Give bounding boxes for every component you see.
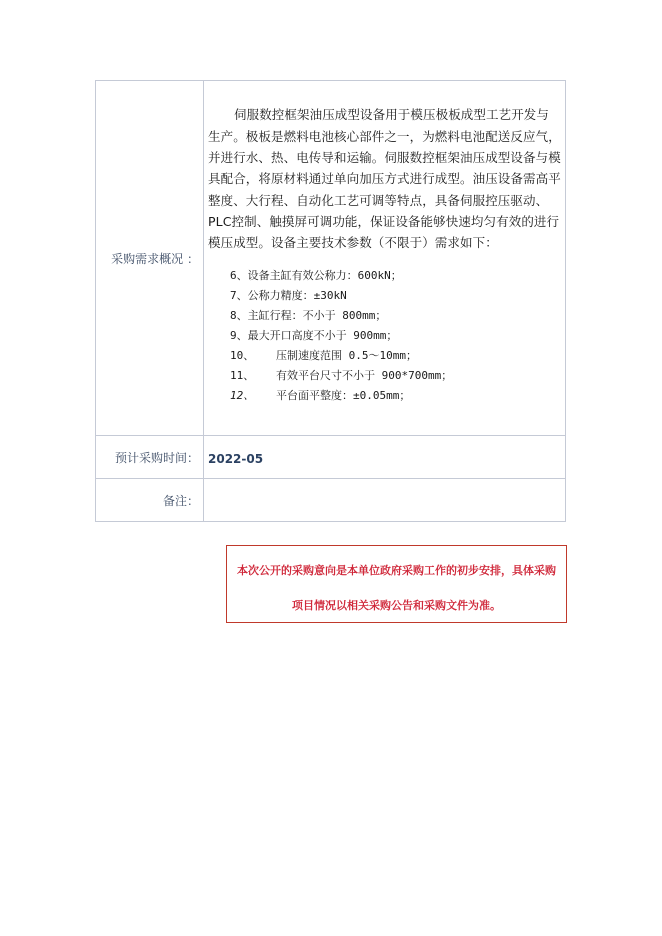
notice-line-2: 项目情况以相关采购公告和采购文件为准。 [292, 599, 501, 612]
summary-label: 采购需求概况 ： [96, 81, 204, 436]
disclaimer-notice [226, 545, 567, 623]
param-item: 10、 压制速度范围 0.5～10mm； [230, 348, 417, 362]
summary-row [96, 81, 566, 436]
param-item: 7、公称力精度：±30kN [230, 288, 347, 302]
param-item: 8、主缸行程：不小于 800mm； [230, 308, 387, 322]
procurement-time-text: 2022-05 [208, 451, 264, 466]
procurement-intent-table [95, 80, 566, 522]
param-item: 6、设备主缸有效公称力：600kN； [230, 268, 402, 282]
remark-value [204, 479, 566, 522]
remark-row [96, 479, 566, 522]
notice-line-1: 本次公开的采购意向是本单位政府采购工作的初步安排，具体采购 [237, 564, 556, 577]
summary-paragraph: 伺服数控框架油压成型设备用于模压极板成型工艺开发与生产。极板是燃料电池核心部件之一，为燃料电池配送反应气，并进行水、热、电传导和运输。伺服数控框架油压成型设备与模具配合，将原材料通过单向加压方式进行成型。油压设备需高平整度、大行程、自动化工艺可调等特点，具备伺服控压驱动、PLC控制、触摸屏可调功能，保证设备能够快速均匀有效的进行模压成型。设备主要技术参数（不限于）需求如下： [208, 107, 561, 251]
summary-value [204, 81, 566, 436]
procurement-time-label: 预计采购时间： [96, 436, 204, 479]
remark-label: 备注： [96, 479, 204, 522]
technical-params-list [208, 266, 561, 406]
param-item: 9、最大开口高度不小于 900mm； [230, 328, 398, 342]
procurement-time-value [204, 436, 566, 479]
procurement-time-row [96, 436, 566, 479]
param-item: 11、 有效平台尺寸不小于 900*700mm； [230, 368, 453, 382]
param-item: 12、 平台面平整度：±0.05mm； [230, 388, 411, 402]
